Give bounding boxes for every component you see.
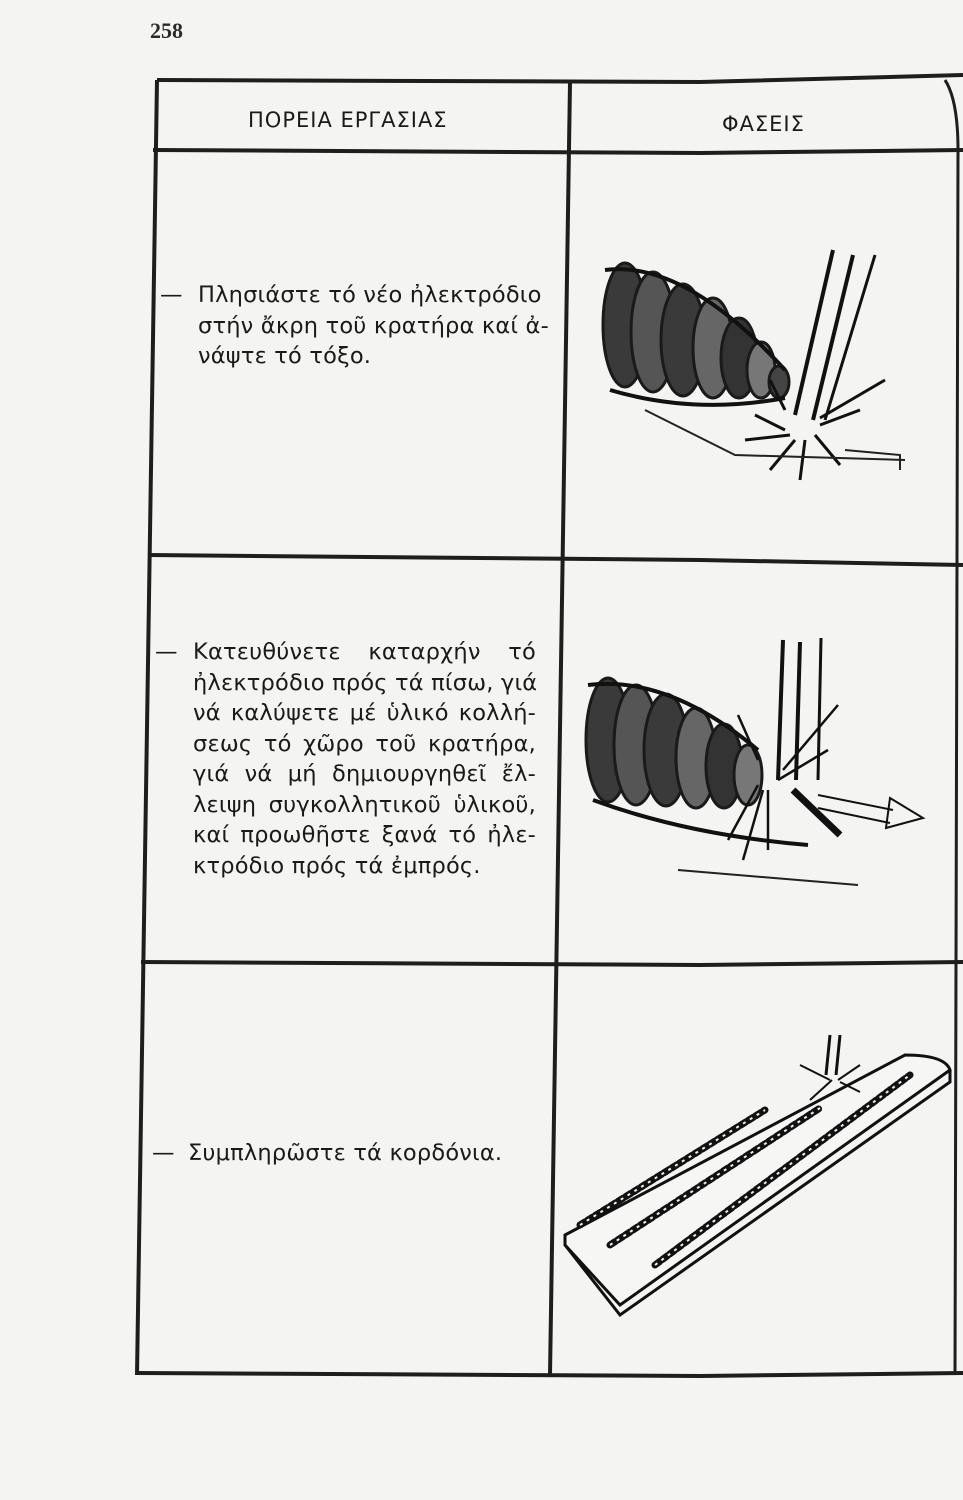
page-number: 258 bbox=[150, 18, 183, 43]
list-dash: — bbox=[160, 282, 183, 308]
row-1-line-2: στήν ἄκρη τοῦ κρατήρα καί ἀ- bbox=[198, 312, 549, 339]
row-2-line-5: γιά νά μή δημιουργηθεῖ ἔλ- bbox=[193, 761, 536, 787]
row-1-line-3: νάψτε τό τόξο. bbox=[198, 343, 372, 369]
table-row-1-text bbox=[160, 280, 549, 372]
row-2-line-4: σεως τό χῶρο τοῦ κρατήρα, bbox=[193, 730, 536, 757]
weld-beads-plate-illustration bbox=[560, 1030, 955, 1330]
header-work-procedure: ΠΟΡΕΙΑ ΕΡΓΑΣΙΑΣ bbox=[248, 108, 448, 132]
row-2-line-6: λειψη συγκολλητικοῦ ὑλικοῦ, bbox=[193, 791, 536, 818]
row-2-line-2: ἠλεκτρόδιο πρός τά πίσω, γιά bbox=[193, 669, 538, 696]
row-2-line-1: Κατευθύνετε καταρχήν τό bbox=[193, 639, 536, 665]
row-1-line-1: Πλησιάστε τό νέο ἠλεκτρόδιο bbox=[198, 282, 542, 308]
row-2-line-3: νά καλύψετε μέ ὑλικό κολλή- bbox=[193, 700, 536, 726]
row-3-line-1: Συμπληρῶστε τά κορδόνια. bbox=[188, 1140, 503, 1166]
header-phases: ΦΑΣΕΙΣ bbox=[722, 112, 805, 136]
electrode-arc-crater-illustration bbox=[595, 240, 905, 490]
list-dash: — bbox=[155, 639, 178, 665]
row-2-line-7: καί προωθῆστε ξανά τό ἠλε- bbox=[193, 822, 536, 848]
list-dash: — bbox=[152, 1140, 175, 1166]
electrode-back-forward-illustration bbox=[578, 630, 928, 900]
table-row-3-text bbox=[152, 1138, 503, 1169]
row-2-line-8: κτρόδιο πρός τά ἐμπρός. bbox=[193, 852, 481, 879]
table-row-2-text bbox=[155, 637, 538, 881]
